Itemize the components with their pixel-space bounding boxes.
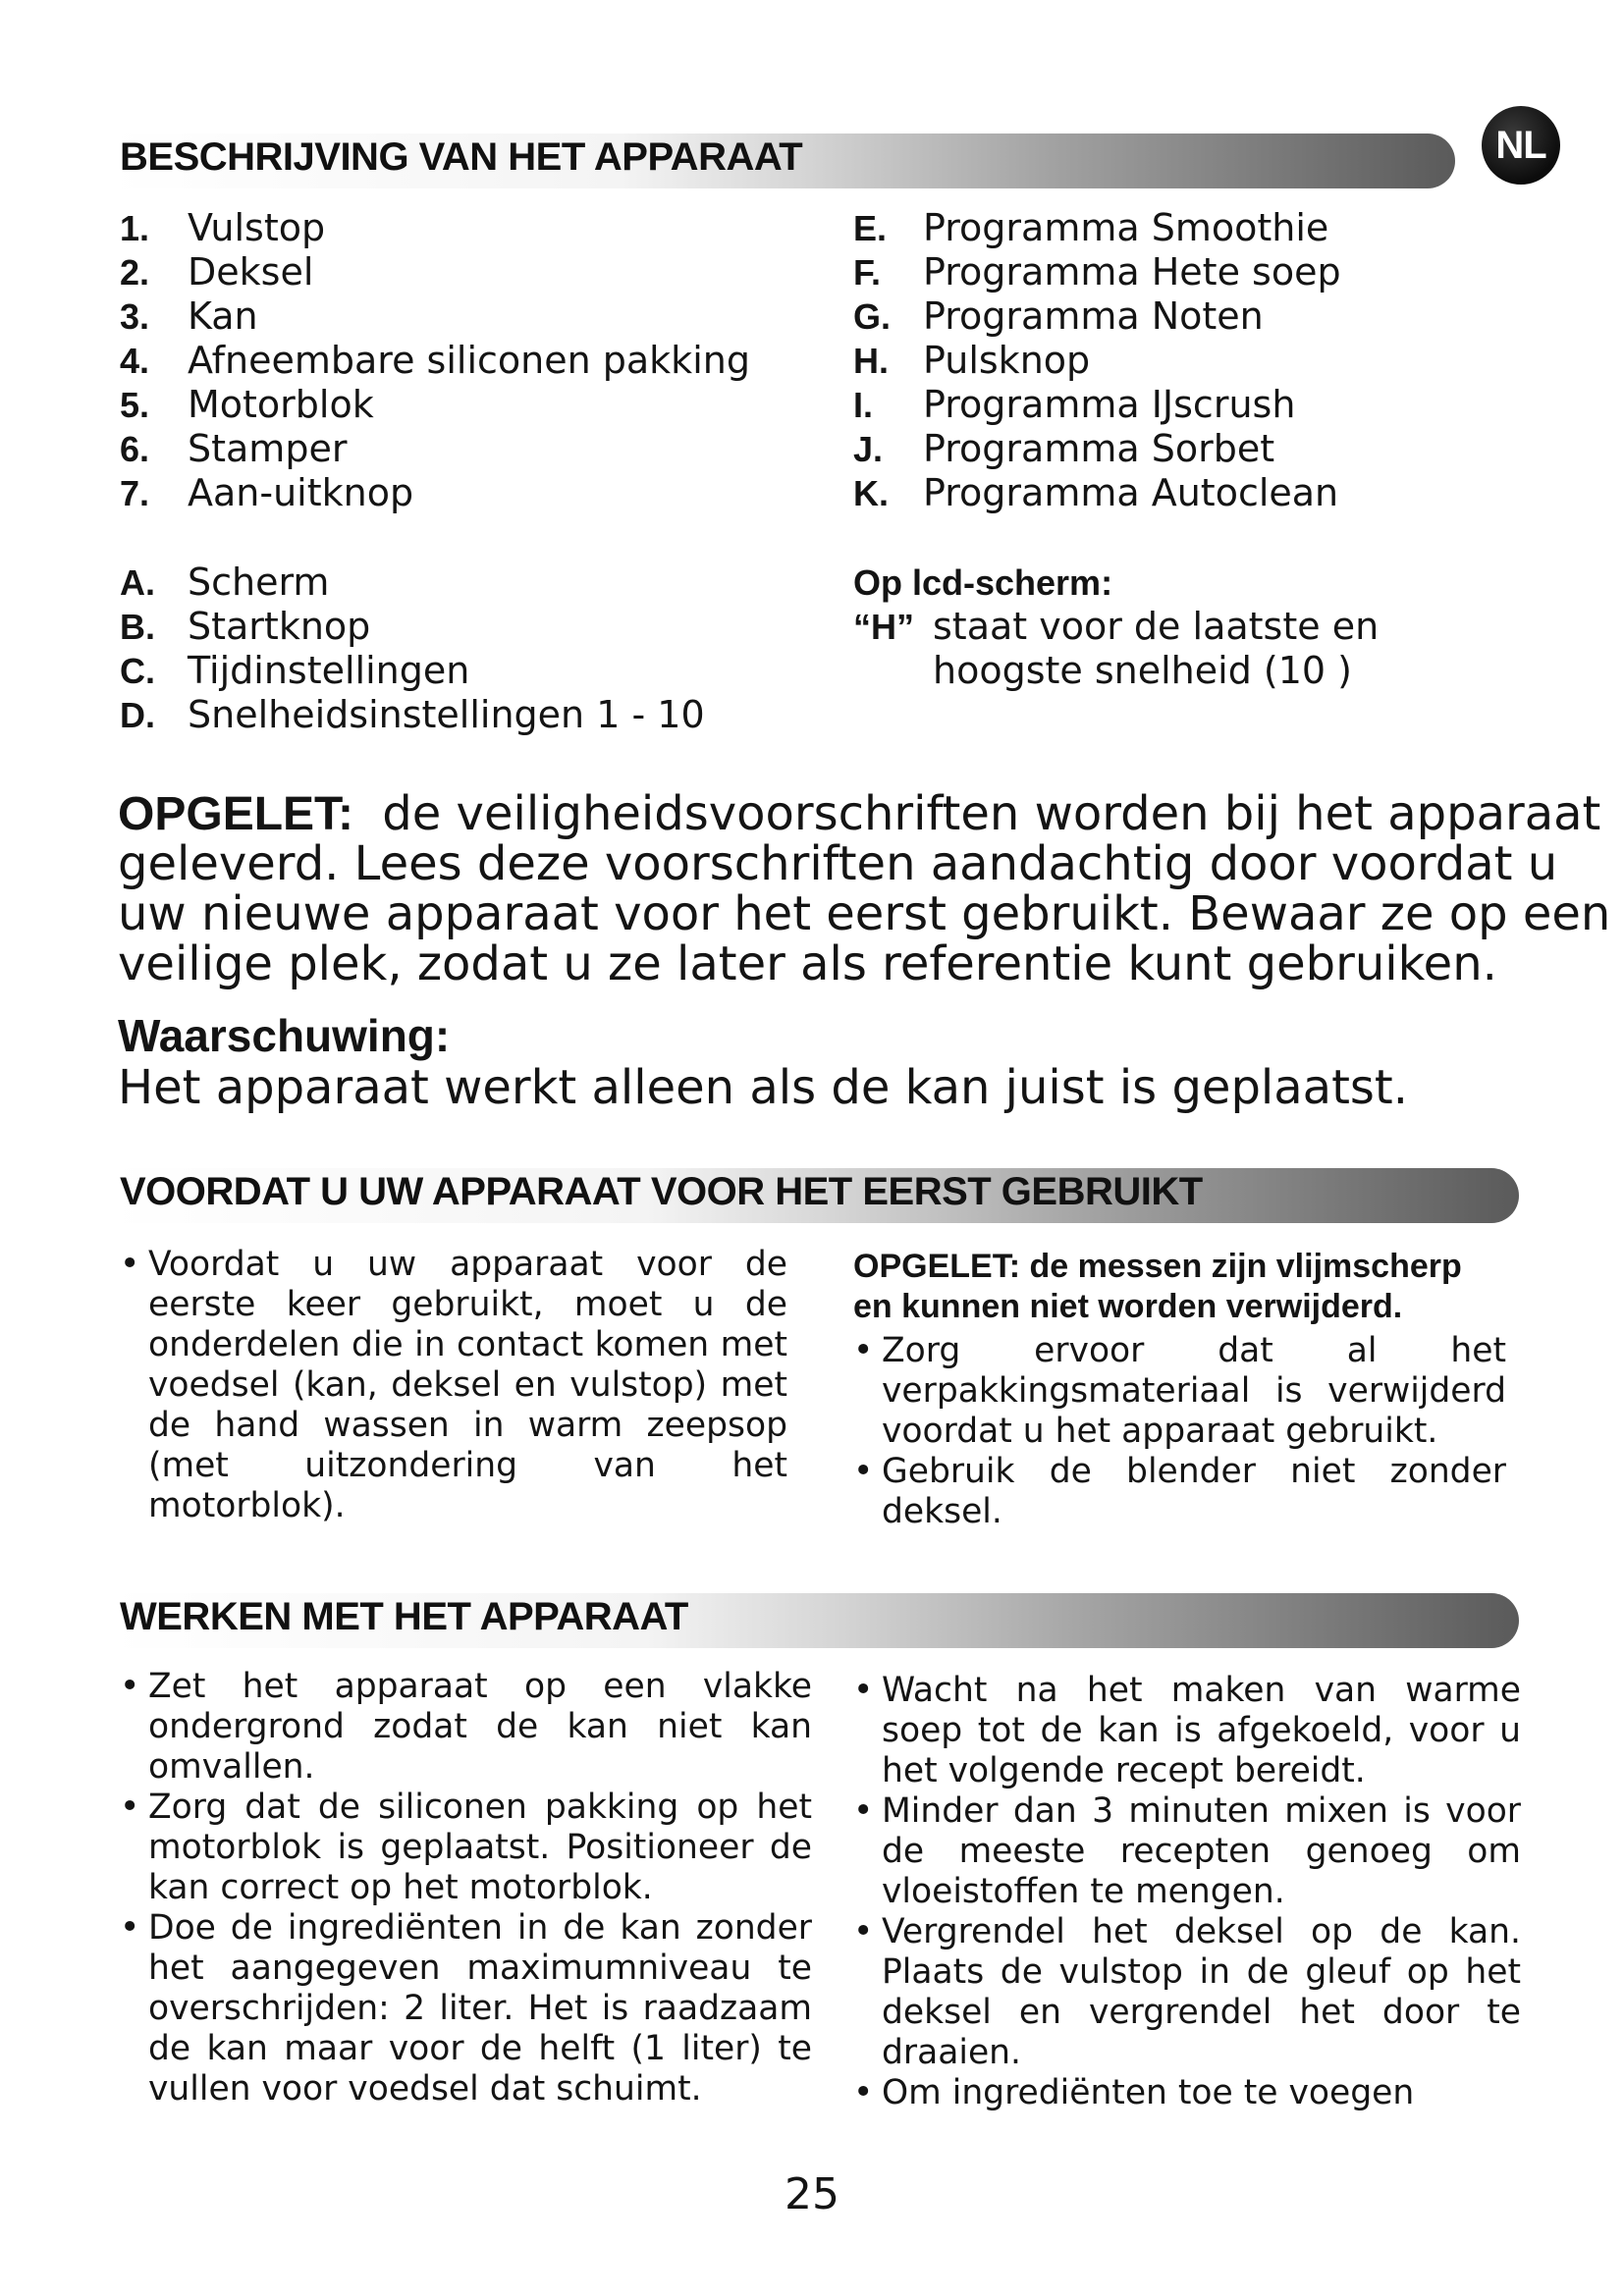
list-item: • Zorg ervoor dat al het verpakkingsmateriaal is verwijderd voordat u het apparaat gebruikt. <box>853 1331 1506 1451</box>
bullet: • <box>853 2073 874 2112</box>
bullet: • <box>120 1667 140 1706</box>
list-item: Programma Smoothie <box>923 206 1329 249</box>
list-item: Programma Hete soep <box>923 250 1341 294</box>
warning-heading: Waarschuwing: <box>118 1010 451 1061</box>
list-item: Stamper <box>188 427 348 470</box>
notice-line: geleverd. Lees deze voorschriften aandachtig door voordat u <box>118 836 1558 891</box>
list-item: Afneembare siliconen pakking <box>188 339 750 382</box>
list-marker: B. <box>120 607 155 647</box>
list-marker: E. <box>853 208 888 248</box>
notice-label: OPGELET: <box>118 788 354 840</box>
blade-warning-line: OPGELET: de messen zijn vlijmscherp <box>853 1248 1462 1285</box>
list-item: Programma Noten <box>923 294 1264 338</box>
bullet: • <box>853 1912 874 1951</box>
list-item: Programma IJscrush <box>923 383 1296 426</box>
notice-line: veilige plek, zodat u ze later als referentie kunt gebruiken. <box>118 936 1497 991</box>
first-use-list-right <box>853 1331 1506 1532</box>
list-item: • Zet het apparaat op een vlakke ondergrond zodat de kan niet kan omvallen. <box>120 1667 812 1787</box>
list-marker: K. <box>853 473 889 513</box>
list-item: Startknop <box>188 605 371 648</box>
page-number: 25 <box>785 2169 839 2219</box>
list-item: Tijdinstellingen <box>188 649 470 692</box>
list-item: • Minder dan 3 minuten mixen is voor de meeste recepten genoeg om vloeistoffen te mengen. <box>853 1791 1521 1911</box>
list-item: Aan-uitknop <box>188 471 414 514</box>
list-item: Vulstop <box>188 206 326 249</box>
list-marker: 4. <box>120 341 150 381</box>
list-marker: 7. <box>120 473 150 513</box>
first-use-list-left <box>120 1245 787 1526</box>
list-item: Pulsknop <box>923 339 1091 382</box>
list-item: • Voordat u uw apparaat voor de eerste keer gebruikt, moet u de onderdelen die in contact komen met voedsel (kan, deksel en vulstop) met de hand wassen in warm zeepsop (met uitzondering van het motorblok). <box>120 1245 787 1525</box>
lcd-marker: “H” <box>853 607 914 647</box>
list-marker: D. <box>120 695 155 735</box>
notice-text: de veiligheidsvoorschriften worden bij het apparaat <box>382 786 1601 841</box>
list-item: Deksel <box>188 250 314 294</box>
list-item: Kan <box>188 294 258 338</box>
lcd-text-line: hoogste snelheid (10 ) <box>933 649 1352 692</box>
lcd-heading: Op lcd-scherm: <box>853 562 1113 603</box>
list-item: • Vergrendel het deksel op de kan. Plaats de vulstop in de gleuf op het deksel en vergrendel het door te draaien. <box>853 1912 1521 2072</box>
list-item: • Zorg dat de siliconen pakking op het motorblok is geplaatst. Positioneer de kan correct op het motorblok. <box>120 1788 812 1907</box>
list-marker: I. <box>853 385 874 425</box>
section-title-operation: WERKEN MET HET APPARAAT <box>120 1595 688 1638</box>
list-item: • Gebruik de blender niet zonder deksel. <box>853 1452 1506 1531</box>
section-title-first-use: VOORDAT U UW APPARAAT VOOR HET EERST GEBRUIKT <box>120 1170 1203 1213</box>
bullet: • <box>853 1791 874 1831</box>
list-marker: 2. <box>120 252 150 293</box>
list-item: • Wacht na het maken van warme soep tot de kan is afgekoeld, voor u het volgende recept bereidt. <box>853 1671 1521 1790</box>
bullet: • <box>120 1788 140 1827</box>
notice-line: uw nieuwe apparaat voor het eerst gebruikt. Bewaar ze op een <box>118 886 1611 941</box>
list-marker: J. <box>853 429 884 469</box>
list-item: Programma Sorbet <box>923 427 1275 470</box>
list-item: Scherm <box>188 561 330 604</box>
section-title-description: BESCHRIJVING VAN HET APPARAAT <box>120 135 803 179</box>
list-marker: 5. <box>120 385 150 425</box>
list-item: • Doe de ingrediënten in de kan zonder het aangegeven maximumniveau te overschrijden: 2 liter. Het is raadzaam de kan maar voor de helft (1 liter) te vullen voor voedsel dat schuimt. <box>120 1908 812 2109</box>
operation-list-left <box>120 1667 812 2109</box>
bullet: • <box>853 1452 874 1491</box>
list-item: Motorblok <box>188 383 374 426</box>
bullet: • <box>120 1908 140 1948</box>
list-item: • Om ingrediënten toe te voegen <box>853 2073 1415 2112</box>
list-marker: F. <box>853 252 882 293</box>
lcd-text-line: staat voor de laatste en <box>933 605 1380 648</box>
list-marker: C. <box>120 651 155 691</box>
list-marker: 6. <box>120 429 150 469</box>
bullet: • <box>853 1671 874 1710</box>
list-marker: A. <box>120 562 155 603</box>
blade-warning-line: en kunnen niet worden verwijderd. <box>853 1288 1403 1325</box>
list-marker: 3. <box>120 296 150 337</box>
language-badge: NL <box>1482 106 1560 185</box>
warning-text: Het apparaat werkt alleen als de kan juist is geplaatst. <box>118 1060 1408 1115</box>
notice-line <box>118 786 1601 841</box>
list-marker: H. <box>853 341 889 381</box>
bullet: • <box>853 1331 874 1370</box>
list-item: Programma Autoclean <box>923 471 1339 514</box>
bullet: • <box>120 1245 140 1284</box>
operation-list-right <box>853 1671 1521 2113</box>
list-marker: G. <box>853 296 892 337</box>
list-item: Snelheidsinstellingen 1 - 10 <box>188 693 705 736</box>
list-marker: 1. <box>120 208 150 248</box>
